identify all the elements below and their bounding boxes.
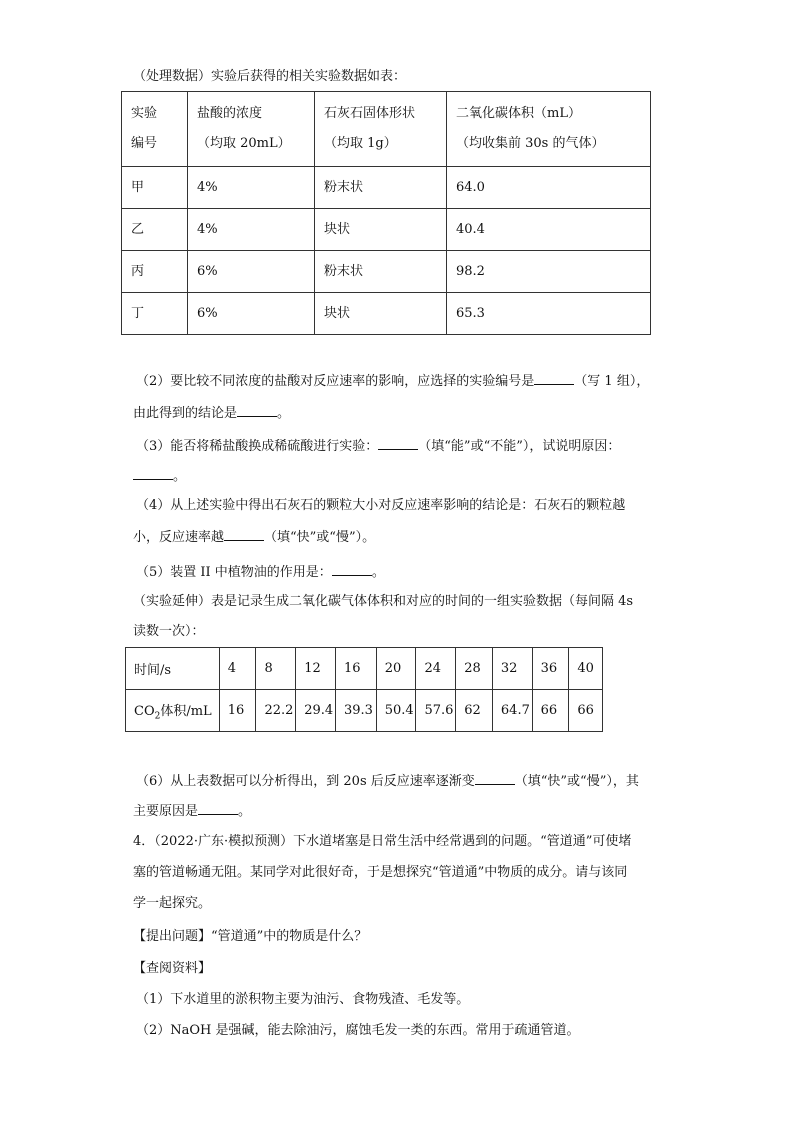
extension-line1: （实验延伸）表是记录生成二氧化碳气体体积和对应的时间的一组实验数据（每间隔 4s bbox=[133, 594, 634, 609]
question-6-line2: 主要原因是 。 bbox=[133, 804, 252, 819]
question-6-line1: （6）从上表数据可以分析得出，到 20s 后反应速率逐渐变 （填“快”或“慢”），其 bbox=[136, 774, 639, 789]
table-row bbox=[126, 690, 603, 732]
question-5-line: （5）装置 II 中植物油的作用是： 。 bbox=[136, 565, 385, 580]
table-cell: 块状 bbox=[315, 209, 447, 251]
table-cell: 4% bbox=[188, 209, 315, 251]
table-header-row bbox=[122, 92, 651, 167]
experiment-data-table bbox=[121, 91, 651, 335]
intro-line: （处理数据）实验后获得的相关实验数据如表： bbox=[133, 69, 407, 84]
question-2-line1: （2）要比较不同浓度的盐酸对反应速率的影响，应选择的实验编号是 （写 1 组）， bbox=[136, 374, 650, 389]
table-cell: 40 bbox=[569, 648, 603, 690]
table-cell: 57.6 bbox=[416, 690, 456, 732]
table-cell: 6% bbox=[188, 251, 315, 293]
table-cell: 64.7 bbox=[492, 690, 532, 732]
table-cell: 粉末状 bbox=[315, 251, 447, 293]
table-cell: 66 bbox=[569, 690, 603, 732]
problem-4-ref-title: 【查阅资料】 bbox=[133, 961, 212, 976]
answer-blank[interactable] bbox=[378, 437, 418, 450]
row-label: 时间/s bbox=[126, 648, 220, 690]
table-cell: 粉末状 bbox=[315, 167, 447, 209]
table-row bbox=[122, 209, 651, 251]
table-cell: 24 bbox=[416, 648, 456, 690]
answer-blank[interactable] bbox=[332, 563, 372, 576]
table-cell: 乙 bbox=[122, 209, 188, 251]
problem-4-line3: 学一起探究。 bbox=[133, 896, 212, 911]
answer-blank[interactable] bbox=[133, 467, 173, 480]
answer-blank[interactable] bbox=[534, 372, 574, 385]
table-row bbox=[126, 648, 603, 690]
question-4-line2: 小，反应速率越 （填“快”或“慢”）。 bbox=[133, 530, 376, 545]
table-cell: 36 bbox=[532, 648, 569, 690]
table-row bbox=[122, 251, 651, 293]
table-cell: 64.0 bbox=[447, 167, 651, 209]
question-3-line2: 。 bbox=[133, 467, 186, 486]
table-cell: 29.4 bbox=[296, 690, 336, 732]
table-cell: 50.4 bbox=[376, 690, 416, 732]
table-cell: 62 bbox=[456, 690, 493, 732]
answer-blank[interactable] bbox=[224, 528, 264, 541]
problem-4-ref1: （1）下水道里的淤积物主要为油污、食物残渣、毛发等。 bbox=[136, 992, 470, 1007]
table-cell: 块状 bbox=[315, 293, 447, 335]
table-row bbox=[122, 293, 651, 335]
question-2-line2: 由此得到的结论是 。 bbox=[133, 406, 291, 421]
table-cell: 20 bbox=[376, 648, 416, 690]
problem-4-question: 【提出问题】“管道通”中的物质是什么？ bbox=[133, 929, 368, 944]
answer-blank[interactable] bbox=[237, 404, 277, 417]
question-3-line1: （3）能否将稀盐酸换成稀硫酸进行实验： （填“能”或“不能”），试说明原因： bbox=[136, 439, 621, 454]
problem-4-line2: 塞的管道畅通无阻。某同学对此很好奇，于是想探究“管道通”中物质的成分。请与该同 bbox=[133, 865, 628, 880]
header-cell: 盐酸的浓度 （均取 20mL） bbox=[188, 92, 315, 167]
table-cell: 甲 bbox=[122, 167, 188, 209]
time-volume-table bbox=[125, 647, 603, 732]
answer-blank[interactable] bbox=[475, 772, 515, 785]
table-cell: 12 bbox=[296, 648, 336, 690]
problem-4-line1: 4．（2022·广东·模拟预测）下水道堵塞是日常生活中经常遇到的问题。“管道通”可使堵 bbox=[133, 834, 632, 849]
table-cell: 4 bbox=[219, 648, 256, 690]
header-cell: 石灰石固体形状 （均取 1g） bbox=[315, 92, 447, 167]
extension-line2: 读数一次）： bbox=[133, 624, 205, 639]
header-cell: 二氧化碳体积（mL） （均收集前 30s 的气体） bbox=[447, 92, 651, 167]
table-cell: 66 bbox=[532, 690, 569, 732]
problem-4-ref2: （2）NaOH 是强碱，能去除油污，腐蚀毛发一类的东西。常用于疏通管道。 bbox=[136, 1023, 580, 1038]
answer-blank[interactable] bbox=[198, 802, 238, 815]
table-row bbox=[122, 167, 651, 209]
table-cell: 16 bbox=[335, 648, 376, 690]
table-cell: 8 bbox=[256, 648, 296, 690]
row-label: $CO_2$体积/mL bbox=[126, 690, 220, 732]
table-cell: 丁 bbox=[122, 293, 188, 335]
question-4-line1: （4）从上述实验中得出石灰石的颗粒大小对反应速率影响的结论是：石灰石的颗粒越 bbox=[136, 498, 626, 513]
table-cell: 4% bbox=[188, 167, 315, 209]
table-cell: 丙 bbox=[122, 251, 188, 293]
table-cell: 6% bbox=[188, 293, 315, 335]
table-cell: 39.3 bbox=[335, 690, 376, 732]
table-cell: 28 bbox=[456, 648, 493, 690]
table-cell: 98.2 bbox=[447, 251, 651, 293]
header-cell: 实验 编号 bbox=[122, 92, 188, 167]
table-cell: 22.2 bbox=[256, 690, 296, 732]
table-cell: 16 bbox=[219, 690, 256, 732]
table-cell: 40.4 bbox=[447, 209, 651, 251]
table-cell: 65.3 bbox=[447, 293, 651, 335]
table-cell: 32 bbox=[492, 648, 532, 690]
